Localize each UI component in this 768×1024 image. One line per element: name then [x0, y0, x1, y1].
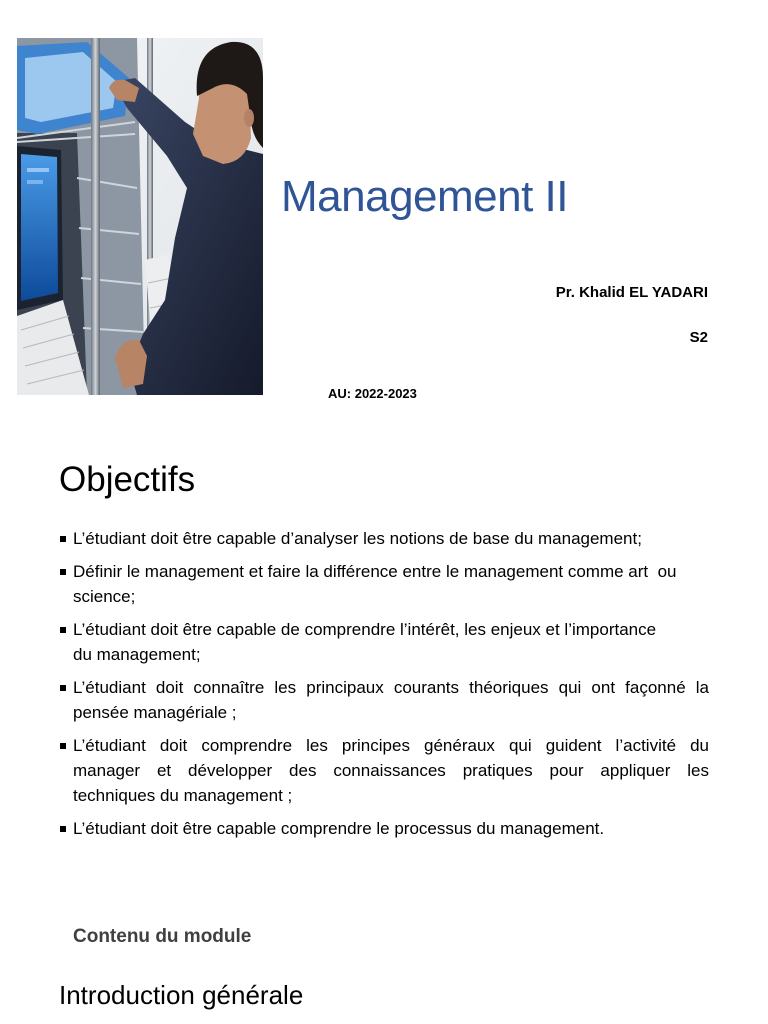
square-bullet-icon	[60, 536, 66, 542]
objective-line: pensée managériale ;	[73, 703, 237, 722]
objectives-heading: Objectifs	[59, 460, 196, 499]
square-bullet-icon	[60, 743, 66, 749]
cover-author: Pr. Khalid EL YADARI	[555, 284, 708, 301]
objective-bullet	[60, 526, 709, 551]
square-bullet-icon	[60, 826, 66, 832]
objective-line: L’étudiant doit être capable de comprendre l’intérêt, les enjeux et l’importance	[73, 620, 657, 639]
objective-bullet	[60, 816, 709, 841]
cover-semester: S2	[689, 329, 708, 346]
objective-bullet	[60, 733, 709, 808]
objective-line: manager et développer des connaissances pratiques pour appliquer les	[73, 761, 709, 780]
objective-bullet	[60, 559, 709, 609]
square-bullet-icon	[60, 569, 66, 575]
photo-monitor	[17, 146, 63, 310]
square-bullet-icon	[60, 627, 66, 633]
objective-line: science;	[73, 587, 136, 606]
objective-line: L’étudiant doit être capable d’analyser les notions de base du management;	[73, 529, 642, 548]
module-contents-subheading: Contenu du module	[73, 926, 252, 947]
objective-bullet	[60, 675, 709, 725]
objective-line: du management;	[73, 645, 201, 664]
objectives-list	[60, 526, 709, 849]
objective-line: L’étudiant doit être capable comprendre le processus du management.	[73, 819, 605, 838]
objective-line: L’étudiant doit connaître les principaux courants théoriques qui ont façonné la	[73, 678, 709, 697]
square-bullet-icon	[60, 685, 66, 691]
objective-line: techniques du management ;	[73, 786, 293, 805]
cover-photo	[17, 38, 263, 395]
objective-line: Définir le management et faire la différence entre le management comme art ou	[73, 562, 677, 581]
cover-title: Management II	[281, 172, 568, 221]
objective-bullet	[60, 617, 709, 667]
section-title: Introduction générale	[59, 980, 304, 1010]
objective-line: L’étudiant doit comprendre les principes généraux qui guident l’activité du	[73, 736, 709, 755]
cover-academic-year: AU: 2022-2023	[328, 386, 417, 401]
